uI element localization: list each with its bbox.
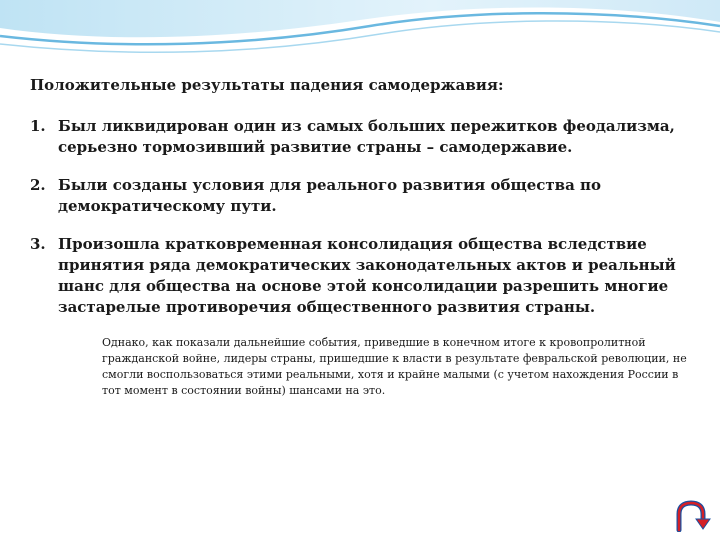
results-list <box>30 116 690 318</box>
slide-content <box>30 74 690 399</box>
list-item <box>30 116 690 158</box>
return-arrow-icon <box>671 500 711 532</box>
slide-heading: Положительные результаты падения самодержавия: <box>30 76 504 94</box>
item-text: Были созданы условия для реального развития общества по демократическому пути. <box>58 176 602 215</box>
return-button[interactable] <box>671 500 711 532</box>
item-text: Был ликвидирован один из самых больших пережитков феодализма, серьезно тормозивший развитие страны – самодержавие. <box>58 117 675 156</box>
item-text: Произошла кратковременная консолидация общества вследствие принятия ряда демократических законодательных актов и реальный шанс для общества на основе этой консолидации разрешить многие застарелые противоречия общественного развития страны. <box>58 235 676 316</box>
item-number: 1. <box>30 117 46 135</box>
list-item <box>30 175 690 217</box>
list-item <box>30 234 690 318</box>
item-number: 3. <box>30 235 46 253</box>
item-number: 2. <box>30 176 46 194</box>
footnote-text: Однако, как показали дальнейшие события, приведшие в конечном итоге к кровопролитной гражданской войне, лидеры страны, пришедшие к власти в результате февральской революции, не смогли воспользоваться этими реальными, хотя и крайне малыми (с учетом нахождения России в тот момент в состоянии войны) шансами на это. <box>102 336 687 397</box>
header-wave-decoration <box>0 0 720 80</box>
